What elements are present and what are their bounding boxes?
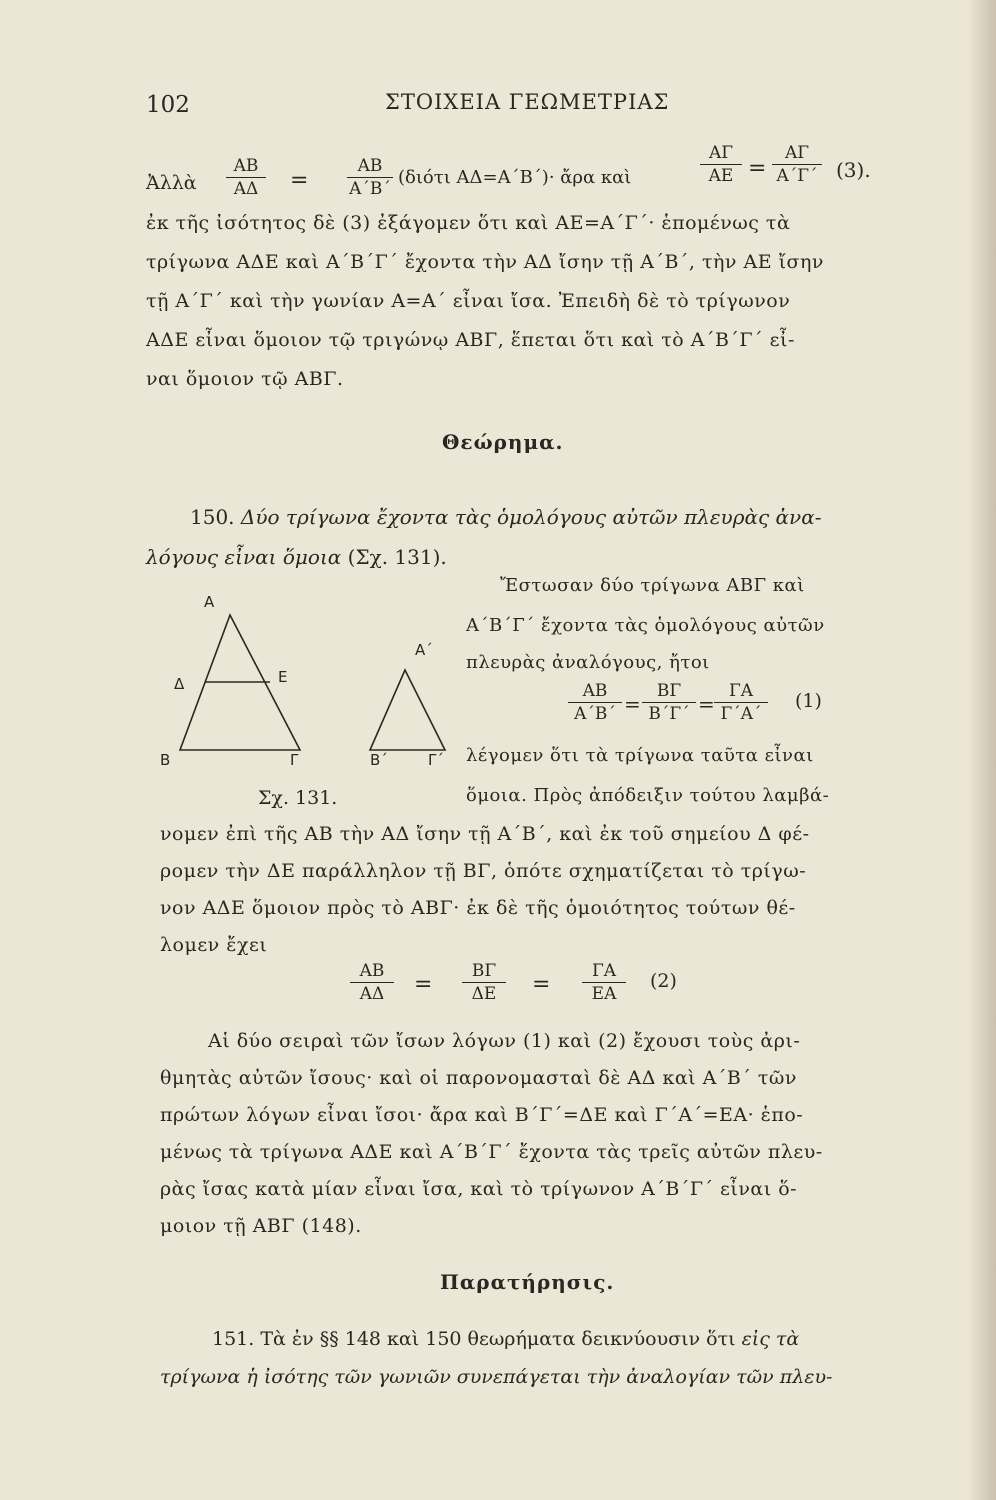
remark-text-italic: τρίγωνα ἡ ἰσότης τῶν γωνιῶν συνεπάγεται τὴν ἀναλογίαν τῶν πλευ-	[160, 1366, 833, 1388]
label-b: Β	[160, 751, 171, 769]
figure-caption: Σχ. 131.	[258, 787, 338, 809]
figure-131	[160, 585, 480, 815]
label-e: Ε	[278, 668, 288, 686]
label-a-prime: Α΄	[415, 641, 433, 659]
remark-heading: Παρατήρησις.	[440, 1270, 615, 1294]
text-line: ρομεν τὴν ΔΕ παράλληλον τῇ ΒΓ, ὁπότε σχηματίζεται τὸ τρίγω-	[160, 860, 807, 882]
remark-line-2	[160, 1366, 832, 1388]
intro-word: Ἀλλὰ	[146, 172, 197, 194]
fraction-ga-g1a1: $\frac{\Gamma A}{\Gamma΄A΄}$	[714, 680, 768, 725]
fraction-ag-ae: $\frac{A\Gamma}{AE}$	[700, 142, 742, 187]
fraction-ab-ad: $\frac{AB}{A\Delta}$	[350, 960, 394, 1005]
equals-sign: =	[414, 972, 433, 997]
page-edge	[968, 0, 996, 1500]
equation-tag: (3).	[836, 158, 871, 182]
label-g-prime: Γ΄	[428, 751, 444, 769]
theorem-heading: Θεώρημα.	[442, 430, 564, 454]
remark-text-italic: εἰς τὰ	[741, 1328, 800, 1350]
text-line: πλευρὰς ἀναλόγους, ἤτοι	[466, 652, 710, 673]
theorem-number: 150.	[190, 505, 235, 529]
page-number: 102	[146, 92, 190, 118]
label-a: Α	[204, 593, 215, 611]
fraction-ga-ea: $\frac{\Gamma A}{EA}$	[582, 960, 626, 1005]
figure-reference: (Σχ. 131).	[347, 545, 447, 569]
triangles-diagram	[160, 585, 480, 815]
theorem-line-1	[190, 505, 821, 529]
fraction-ab-a1b1: $\frac{AB}{A΄B΄}$	[347, 155, 393, 200]
triangle-a1b1g1	[370, 670, 445, 750]
text-line: Ἔστωσαν δύο τρίγωνα ΑΒΓ καὶ	[500, 575, 805, 596]
fraction-ag-a1g1: $\frac{A\Gamma}{A΄\Gamma΄}$	[772, 142, 822, 187]
intro-middle: (διότι ΑΔ=Α΄Β΄)· ἄρα καὶ	[398, 167, 632, 188]
equals-sign: =	[748, 156, 767, 181]
text-line: ρὰς ἴσας κατὰ μίαν εἶναι ἴσα, καὶ τὸ τρίγωνον Α΄Β΄Γ΄ εἶναι ὅ-	[160, 1178, 798, 1200]
equals-sign: =	[698, 692, 715, 716]
text-line: Αἱ δύο σειραὶ τῶν ἴσων λόγων (1) καὶ (2) ἔχουσι τοὺς ἀρι-	[208, 1030, 801, 1052]
text-line: πρώτων λόγων εἶναι ἴσοι· ἄρα καὶ Β΄Γ΄=ΔΕ καὶ Γ΄Α΄=ΕΑ· ἑπο-	[160, 1104, 804, 1126]
text-line: θμητὰς αὐτῶν ἴσους· καὶ οἱ παρονομασταὶ δὲ ΑΔ καὶ Α΄Β΄ τῶν	[160, 1067, 797, 1089]
equals-sign: =	[624, 692, 641, 716]
theorem-text: Δύο τρίγωνα ἔχοντα τὰς ὁμολόγους αὐτῶν πλευρὰς ἀνα-	[240, 505, 822, 529]
label-b-prime: Β΄	[370, 751, 388, 769]
theorem-text: λόγους εἶναι ὅμοια	[146, 545, 342, 569]
text-line: νομεν ἐπὶ τῆς ΑΒ τὴν ΑΔ ἴσην τῇ Α΄Β΄, καὶ ἐκ τοῦ σημείου Δ φέ-	[160, 823, 810, 845]
text-line: ΑΔΕ εἶναι ὅμοιον τῷ τριγώνῳ ΑΒΓ, ἕπεται ὅτι καὶ τὸ Α΄Β΄Γ΄ εἶ-	[146, 329, 795, 351]
text-line: ναι ὅμοιον τῷ ΑΒΓ.	[146, 368, 344, 390]
text-line: μένως τὰ τρίγωνα ΑΔΕ καὶ Α΄Β΄Γ΄ ἔχοντα τὰς τρεῖς αὐτῶν πλευ-	[160, 1141, 823, 1163]
text-line: ὅμοια. Πρὸς ἀπόδειξιν τούτου λαμβά-	[466, 785, 830, 806]
label-g: Γ	[290, 751, 299, 769]
equals-sign: =	[290, 168, 309, 193]
equation-tag: (2)	[650, 970, 677, 992]
running-title: ΣΤΟΙΧΕΙΑ ΓΕΩΜΕΤΡΙΑΣ	[385, 90, 670, 114]
text-line: λομεν ἔχει	[160, 934, 268, 956]
fraction-ab-a1b1: $\frac{AB}{A΄B΄}$	[568, 680, 622, 725]
text-line: ἐκ τῆς ἰσότητος δὲ (3) ἐξάγομεν ὅτι καὶ ΑΕ=Α΄Γ΄· ἑπομένως τὰ	[146, 212, 791, 234]
text-line: λέγομεν ὅτι τὰ τρίγωνα ταῦτα εἶναι	[466, 745, 814, 766]
text-line: μοιον τῇ ΑΒΓ (148).	[160, 1215, 362, 1237]
equation-tag: (1)	[795, 690, 822, 712]
text-line: Α΄Β΄Γ΄ ἔχοντα τὰς ὁμολόγους αὐτῶν	[466, 615, 825, 636]
remark-line-1	[212, 1328, 799, 1350]
theorem-line-2	[146, 545, 447, 569]
remark-number: 151.	[212, 1328, 255, 1350]
label-d: Δ	[174, 675, 185, 693]
text-line: τρίγωνα ΑΔΕ καὶ Α΄Β΄Γ΄ ἔχοντα τὴν ΑΔ ἴσην τῇ Α΄Β΄, τὴν ΑΕ ἴσην	[146, 251, 824, 273]
fraction-bg-de: $\frac{B\Gamma}{\Delta E}$	[462, 960, 506, 1005]
text-line: τῇ Α΄Γ΄ καὶ τὴν γωνίαν Α=Α΄ εἶναι ἴσα. Ἐπειδὴ δὲ τὸ τρίγωνον	[146, 290, 791, 312]
fraction-ab-ad: $\frac{AB}{A\Delta}$	[226, 155, 266, 200]
equals-sign: =	[532, 972, 551, 997]
fraction-bg-b1g1: $\frac{B\Gamma}{B΄\Gamma΄}$	[642, 680, 696, 725]
text-line: νον ΑΔΕ ὅμοιον πρὸς τὸ ΑΒΓ· ἐκ δὲ τῆς ὁμοιότητος τούτων θέ-	[160, 897, 796, 919]
remark-text: Τὰ ἐν §§ 148 καὶ 150 θεωρήματα δεικνύουσιν ὅτι	[260, 1328, 736, 1350]
